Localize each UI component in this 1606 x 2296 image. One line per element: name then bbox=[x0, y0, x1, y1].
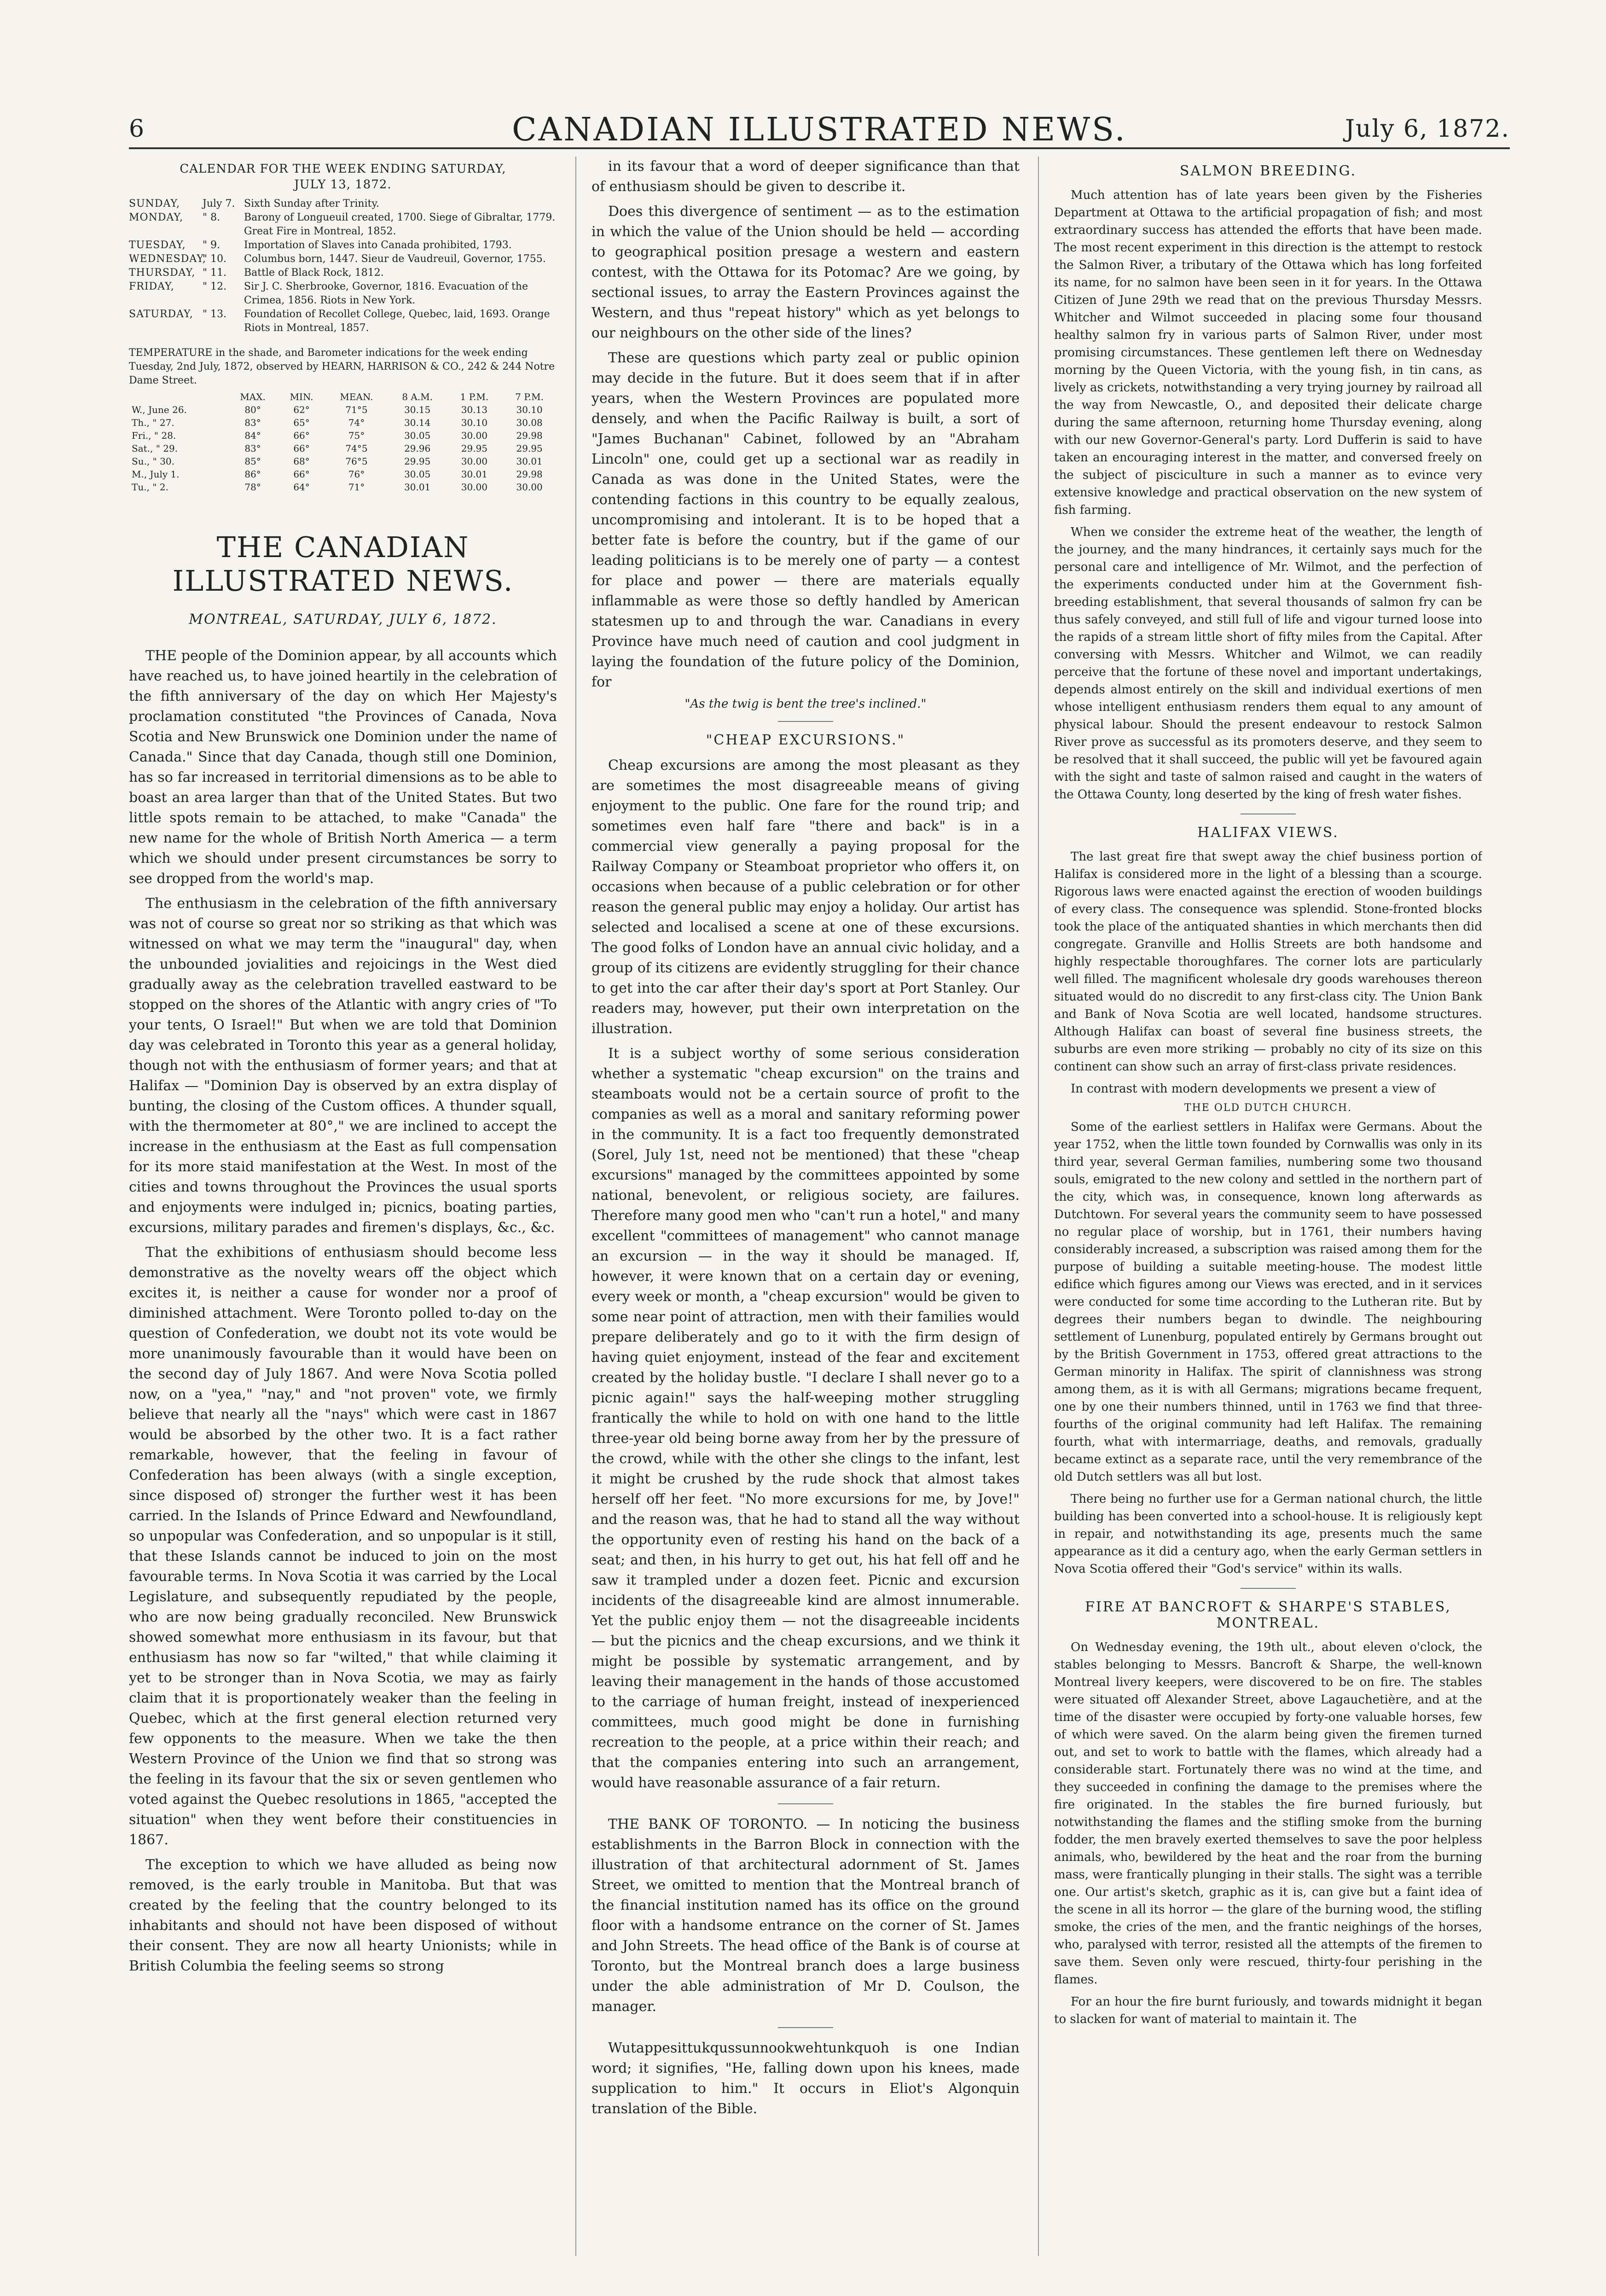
temperature-row bbox=[129, 455, 557, 468]
indian-word-note: Wutappesittukqussunnookwehtunkquoh is one Indian word; it signifies, "He, falling down upon his knees, made supplication to him." It occurs in Eliot's Algonquin translation of the Bible. bbox=[591, 2040, 1020, 2117]
temperature-header: MAX. bbox=[240, 391, 266, 402]
article-paragraph: Some of the earliest settlers in Halifax were Germans. About the year 1752, when the little town founded by Cornwallis was only in its third year, several German families, numbering some two thousand souls, emigrated to the new colony and settled in the northern part of the city, which was, in consequence, known long afterwards as Dutchtown. For several years the community seem to have possessed no regular place of worship, but in 1761, their numbers having considerably increased, a subscription was raised among them for the purpose of building a suitable meeting-house. The modest little edifice which figures among our Views was erected, and in it services were conducted for some time according to the Lutheran rite. But by degrees their numbers began to dwindle. The neighbouring settlement of Lunenburg, populated entirely by Germans brought out by the British Government in 1753, offered great attractions to the German minority in Halifax. The spirit of clannishness was strong among them, as it is with all Germans; migrations became frequent, one by one their numbers thinned, until in 1763 we find that three-fourths of the original community had left Halifax. The remaining fourth, what with intermarriage, deaths, and removals, gradually became extinct as a separate race, until the very remembrance of the old Dutch settlers was all but lost. bbox=[1054, 1120, 1482, 1484]
temperature-cell: Su., " 30. bbox=[132, 456, 175, 467]
temperature-row bbox=[129, 468, 557, 481]
calendar-date: " 12. bbox=[203, 281, 227, 292]
temperature-row bbox=[129, 429, 557, 442]
article-paragraph: On Wednesday evening, the 19th ult., about eleven o'clock, the stables belonging to Messrs. Bancroft & Sharpe, the well-known Montreal livery keepers, were discovered to be on fire. The stables were situated off Alexander Street, above Lagauchetière, and at the time of the disaster were occupied by forty-one valuable horses, few of which were saved. On the alarm being given the firemen turned out, and set to work to battle with the flames, which already had a considerable start. Fortunately there was no wind at the time, and they succeeded in confining the damage to the premises where the fire originated. In the stables the fire burned furiously, but notwithstanding the flames and the stifling smoke from the burning fodder, the men bravely exerted themselves to save the poor helpless animals, who, bewildered by the heat and the roar from the burning mass, were frantically plunging in their stalls. The sight was a terrible one. Our artist's sketch, graphic as it is, can give but a faint idea of the scene in all its horror — the glare of the burning wood, the stifling smoke, the cries of the men, and the frantic neighings of the horses, who, paralysed with terror, resisted all the attempts of the firemen to save them. Seven only were rescued, thirty-four perishing in the flames. bbox=[1054, 1640, 1482, 1987]
calendar-day: MONDAY, bbox=[129, 212, 184, 223]
temperature-cell: 62° bbox=[293, 404, 310, 415]
temperature-cell: 66° bbox=[293, 430, 310, 441]
calendar-row bbox=[129, 238, 557, 252]
calendar-row bbox=[129, 211, 557, 238]
temperature-row bbox=[129, 403, 557, 416]
temperature-header: MIN. bbox=[290, 391, 313, 402]
calendar-day: FRIDAY, bbox=[129, 281, 174, 292]
temperature-cell: 83° bbox=[244, 417, 261, 428]
article-paragraph: THE people of the Dominion appear, by all accounts which have reached us, to have joined heartily in the celebration of the fifth anniversary of the day on which Her Majesty's proclamation constituted "the Provinces of Canada, Nova Scotia and New Brunswick one Dominion under the name of Canada." Since that day Canada, though still one Dominion, has so far increased in territorial dimensions as to be able to boast an area larger than that of the United States. But two little spots remain to be attached, to make "Canada" the new name for the whole of British North America — a term which we should under present circumstances be sorry to see dropped from the world's map. bbox=[129, 648, 557, 887]
calendar-title bbox=[129, 161, 557, 192]
section-divider bbox=[778, 1803, 833, 1804]
article-paragraph: There being no further use for a German national church, the little building has been converted into a school-house. It is religiously kept in repair, and notwithstanding its age, presents much the same appearance as it did a century ago, when the early German settlers in Nova Scotia offered their "God's service" within its walls. bbox=[1054, 1492, 1482, 1576]
newspaper-title: THE CANADIAN ILLUSTRATED NEWS. bbox=[172, 530, 514, 598]
calendar-event: Barony of Longueuil created, 1700. Siege of Gibraltar, 1779. Great Fire in Montreal, 1852. bbox=[244, 212, 556, 237]
temperature-cell: 64° bbox=[293, 482, 310, 493]
article-paragraph: Cheap excursions are among the most pleasant as they are sometimes the most disagreeable means of giving enjoyment to the public. One fare for the round trip; and sometimes even half fare "there and back" is in a commercial view generally a paying proposal for the Railway Company or Steamboat proprietor who offers it, on occasions when because of a public celebration or for other reason the general public may enjoy a holiday. Our artist has selected and localised a scene at one of these excursions. The good folks of London have an annual civic holiday, and a group of its citizens are evidently struggling for their chance to get into the car after their day's sport at Port Stanley. Our readers may, however, put their own interpretation on the illustration. bbox=[591, 757, 1020, 1037]
calendar-row bbox=[129, 252, 557, 266]
article-paragraph: The last great fire that swept away the chief business portion of Halifax is considered more in the light of a blessing than a scourge. Rigorous laws were enacted against the erection of wooden buildings of every class. The consequence was splendid. Stone-fronted blocks took the place of the antiquated shanties in which merchants then did congregate. Granville and Hollis Streets are both handsome and highly respectable thoroughfares. The corner lots are particularly well filled. The magnificent wholesale dry goods warehouses thereon situated would do no discredit to any first-class city. The Union Bank and Bank of Nova Scotia are well located, handsome structures. Although Halifax can boast of several fine business streets, the suburbs are even more striking — probably no city of its size on this continent can show such an array of first-class private residences. bbox=[1054, 850, 1482, 1074]
page-number: 6 bbox=[129, 115, 145, 143]
temperature-cell: 30.05 bbox=[404, 469, 431, 480]
temperature-cell: 76° bbox=[348, 469, 365, 480]
temperature-cell: 30.00 bbox=[461, 430, 488, 441]
section-heading: "CHEAP EXCURSIONS." bbox=[706, 732, 905, 748]
column-right bbox=[1054, 157, 1482, 2256]
temperature-cell: 30.10 bbox=[516, 404, 543, 415]
section-divider bbox=[778, 2027, 833, 2028]
calendar-row bbox=[129, 197, 557, 211]
temperature-cell: 66° bbox=[293, 469, 310, 480]
temperature-cell: 29.98 bbox=[516, 430, 543, 441]
article-paragraph: Does this divergence of sentiment — as to the estimation in which the value of the Union should be held — according to geographical position presage a western and eastern contest, with the Ottawa for its Potomac? Are we going, by sectional issues, to array the Eastern Provinces against the Western, and thus "repeat history" which as yet belongs to our neighbours on the other side of the lines? bbox=[591, 203, 1020, 341]
temperature-cell: 30.08 bbox=[516, 417, 543, 428]
section-divider bbox=[778, 721, 833, 722]
temperature-cell: 86° bbox=[244, 469, 261, 480]
calendar-date: " 9. bbox=[203, 239, 220, 251]
article-paragraph: That the exhibitions of enthusiasm should become less demonstrative as the novelty wears off the object which excites it, is neither a cause for wonder nor a proof of diminished attachment. Were Toronto polled to-day on the question of Confederation, we doubt not its vote would be more unanimously favourable than it would have been on the second day of July 1867. And were Nova Scotia polled now, on a "yea," "nay," and "not proven" vote, we firmly believe that nearly all the "nays" which were cast in 1867 would be absorbed by the other two. It is a fact rather remarkable, however, that the feeling in favour of Confederation has been always (with a single exception, since disposed of) stronger the further west it has been carried. In the Islands of Prince Edward and Newfoundland, so unpopular was Confederation, and so unpopular is it still, that these Islands cannot be induced to join on the most favourable terms. In Nova Scotia it was carried by the Local Legislature, and subsequently repudiated by the people, who are now being gradually reconciled. New Brunswick showed somewhat more enthusiasm in its favour, but that enthusiasm has now so far "wilted," that while claiming it yet to be stronger than in Nova Scotia, we may as fairly claim that it is proportionately weaker than the feeling in Quebec, which at the first general election returned very few opponents to the measure. When we take the then Western Province of the Union we find that so strong was the feeling in its favour that the six or seven gentlemen who voted against the Quebec resolutions in 1865, "accepted the situation" when they went before their constituencies in 1867. bbox=[129, 1244, 557, 1848]
section-subheading: THE OLD DUTCH CHURCH. bbox=[1184, 1102, 1352, 1114]
calendar-title-line: JULY 13, 1872. bbox=[294, 178, 392, 192]
temperature-cell: 74° bbox=[348, 417, 365, 428]
temperature-cell: 30.15 bbox=[404, 404, 431, 415]
column-left bbox=[129, 157, 557, 2256]
masthead: CANADIAN ILLUSTRATED NEWS. bbox=[512, 110, 1127, 148]
calendar-day: SUNDAY, bbox=[129, 198, 180, 209]
column-middle bbox=[591, 157, 1020, 2256]
article-paragraph: These are questions which party zeal or public opinion may decide in the future. But it does seem that if in after years, when the Western Provinces are populated more densely, and when the Pacific Railway is built, a sort of "James Buchanan" Cabinet, followed by an "Abraham Lincoln" one, could get up a sectional war as readily in Canada as was done in the United States, were the contending factions in this country to be equally zealous, uncompromising and intolerant. It is to be hoped that a better fate is before the country, but if the game of our leading politicians is to be merely one of party — a contest for place and power — there are materials equally inflammable as were those so deftly handled by American statesmen up to and through the war. Canadians in every Province have much need of caution and cool judgment in laying the foundation of the future policy of the Dominion, for bbox=[591, 350, 1020, 690]
calendar-event: Sixth Sunday after Trinity. bbox=[244, 198, 379, 209]
temperature-cell: 30.00 bbox=[461, 456, 488, 467]
temperature-cell: Fri., " 28. bbox=[132, 430, 176, 441]
temperature-cell: 74°5 bbox=[345, 443, 368, 454]
pull-quote: "As the twig is bent the tree's inclined." bbox=[684, 697, 927, 711]
temperature-cell: 85° bbox=[244, 456, 261, 467]
column-rule bbox=[575, 157, 576, 2256]
calendar-day: THURSDAY, bbox=[129, 267, 196, 279]
temperature-row bbox=[129, 416, 557, 429]
calendar-row bbox=[129, 266, 557, 280]
temperature-header: 8 A.M. bbox=[402, 391, 433, 402]
calendar-day: SATURDAY, bbox=[129, 308, 193, 320]
temperature-row bbox=[129, 442, 557, 455]
calendar-event: Battle of Black Rock, 1812. bbox=[244, 267, 384, 279]
temperature-table bbox=[129, 390, 557, 494]
column-rule bbox=[1038, 157, 1039, 2256]
temperature-cell: 30.10 bbox=[461, 417, 488, 428]
temperature-cell: 30.13 bbox=[461, 404, 488, 415]
bank-note: THE BANK OF TORONTO. — In noticing the business establishments in the Barron Block in connection with the illustration of that architectural adornment of St. James Street, we omitted to mention that the Montreal branch of the financial institution named has its office on the ground floor with a handsome entrance on the corner of St. James and John Streets. The head office of the Bank is of course at Toronto, but the Montreal branch does a large business under the able administration of Mr D. Coulson, the manager. bbox=[591, 1816, 1020, 2015]
temperature-cell: Sat., " 29. bbox=[132, 443, 178, 454]
temperature-cell: Th., " 27. bbox=[132, 417, 174, 428]
section-heading-line: FIRE AT BANCROFT & SHARPE'S STABLES, bbox=[1085, 1599, 1451, 1615]
calendar-row bbox=[129, 280, 557, 308]
temperature-header: 7 P.M. bbox=[515, 391, 544, 402]
section-heading-line: MONTREAL. bbox=[1216, 1615, 1320, 1631]
calendar-day: WEDNESDAY, bbox=[129, 253, 207, 265]
issue-date: July 6, 1872. bbox=[1345, 115, 1510, 143]
section-heading bbox=[1054, 1599, 1482, 1631]
calendar-date: July 7. bbox=[203, 198, 235, 209]
calendar-date: " 11. bbox=[203, 267, 227, 279]
temperature-header bbox=[129, 390, 227, 403]
calendar-list bbox=[129, 197, 557, 335]
temperature-cell: 29.95 bbox=[461, 443, 488, 454]
calendar-event: Columbus born, 1447. Sieur de Vaudreuil, Governor, 1755. bbox=[244, 253, 546, 265]
temperature-cell: 66° bbox=[293, 443, 310, 454]
calendar-event: Foundation of Recollet College, Quebec, laid, 1693. Orange Riots in Montreal, 1857. bbox=[244, 308, 550, 334]
temperature-cell: 83° bbox=[244, 443, 261, 454]
temperature-cell: 29.95 bbox=[516, 443, 543, 454]
section-heading: HALIFAX VIEWS. bbox=[1197, 825, 1339, 841]
temperature-cell: M., July 1. bbox=[132, 469, 180, 480]
section-heading: SALMON BREEDING. bbox=[1179, 163, 1357, 179]
temperature-cell: 30.00 bbox=[516, 482, 543, 493]
temperature-header: 1 P.M. bbox=[460, 391, 489, 402]
temperature-cell: 76°5 bbox=[345, 456, 368, 467]
article-paragraph: The exception to which we have alluded as being now removed, is the early trouble in Manitoba. But that was created by the feeling that the country belonged to its inhabitants and should not have been disposed of without their consent. They are now all hearty Unionists; while in British Columbia the feeling seems so strong bbox=[129, 1857, 557, 1974]
temperature-cell: 71°5 bbox=[345, 404, 368, 415]
temperature-title: TEMPERATURE in the shade, and Barometer indications for the week ending Tuesday, 2nd July, 1872, observed by HEARN, HARRISON & CO., 242 & 244 Notre Dame Street. bbox=[129, 347, 555, 386]
temperature-cell: 84° bbox=[244, 430, 261, 441]
article-paragraph: For an hour the fire burnt furiously, and towards midnight it began to slacken for want of material to maintain it. The bbox=[1054, 1995, 1482, 2026]
newspaper-subtitle: MONTREAL, SATURDAY, JULY 6, 1872. bbox=[189, 611, 497, 628]
temperature-header-row bbox=[129, 390, 557, 403]
calendar-row bbox=[129, 308, 557, 335]
temperature-cell: 71° bbox=[348, 482, 365, 493]
calendar-event: Importation of Slaves into Canada prohibited, 1793. bbox=[244, 239, 512, 251]
temperature-cell: 29.95 bbox=[404, 456, 431, 467]
temperature-cell: 30.14 bbox=[404, 417, 431, 428]
article-paragraph: The enthusiasm in the celebration of the fifth anniversary was not of course so great nor so striking as that which was witnessed on what we may term the "inaugural" day, when the unbounded jovialities and rejoicings in the West died gradually away as the celebration travelled eastward to be stopped on the shores of the Atlantic with angry cries of "To your tents, O Israel!" But when we are told that Dominion day was celebrated in Toronto this year as a general holiday, though not with the enthusiasm of former years; and that at Halifax — "Dominion Day is observed by an extra display of bunting, the closing of the Custom offices. A thunder squall, with the thermometer at 80°," we are inclined to accept the increase in the enthusiasm at the East as full compensation for its more staid manifestation at the West. In most of the cities and towns throughout the Provinces the usual sports and enjoyments were indulged in; picnics, boating parties, excursions, military parades and firemen's displays, &c., &c. bbox=[129, 895, 557, 1236]
temperature-cell: 78° bbox=[244, 482, 261, 493]
temperature-cell: 29.98 bbox=[516, 469, 543, 480]
temperature-cell: 30.01 bbox=[516, 456, 543, 467]
article-paragraph: in its favour that a word of deeper significance than that of enthusiasm should be given to describe it. bbox=[591, 158, 1020, 195]
temperature-cell: Tu., " 2. bbox=[132, 482, 168, 493]
temperature-cell: 30.01 bbox=[404, 482, 431, 493]
calendar-day: TUESDAY, bbox=[129, 239, 186, 251]
calendar-date: " 8. bbox=[203, 212, 220, 223]
temperature-cell: 80° bbox=[244, 404, 261, 415]
temperature-row bbox=[129, 481, 557, 494]
temperature-cell: 75° bbox=[348, 430, 365, 441]
calendar-event: Sir J. C. Sherbrooke, Governor, 1816. Evacuation of the Crimea, 1856. Riots in New York. bbox=[244, 281, 528, 306]
calendar-title-line: CALENDAR FOR THE WEEK ENDING SATURDAY, bbox=[180, 162, 506, 176]
temperature-cell: 29.96 bbox=[404, 443, 431, 454]
calendar-date: " 10. bbox=[203, 253, 227, 265]
page-header bbox=[129, 106, 1510, 149]
calendar-date: " 13. bbox=[203, 308, 227, 320]
article-paragraph: When we consider the extreme heat of the weather, the length of the journey, and the many hindrances, it certainly says much for the personal care and intelligence of Mr. Wilmot, and the perfection of the experiments conducted under him at the Government fish-breeding establishment, that several thousands of salmon fry can be thus safely conveyed, and still full of life and vigour turned loose into the rapids of a stream little short of fifty miles from the Capital. After conversing with Messrs. Whitcher and Wilmot, we can readily perceive that the fortune of these novel and important undertakings, depends almost entirely on the skill and individual exertions of men whose intelligent enthusiasm renders them equal to any amount of physical labour. Should the present endeavour to restock Salmon River prove as successful as its promoters deserve, and they seem to be resolved that it shall succeed, the public will yet be favoured again with the sight and taste of salmon raised and caught in the waters of the Ottawa County, long deserted by the king of fresh water fishes. bbox=[1054, 525, 1482, 802]
article-paragraph: In contrast with modern developments we present a view of bbox=[1071, 1082, 1436, 1096]
temperature-cell: 68° bbox=[293, 456, 310, 467]
article-paragraph: It is a subject worthy of some serious consideration whether a systematic "cheap excursion" on the trains and steamboats would not be a certain source of profit to the companies as well as a moral and sanitary reforming power in the community. It is a fact too frequently demonstrated (Sorel, July 1st, need not be mentioned) that these "cheap excursions" managed by the committees appointed by some national, benevolent, or religious society, are failures. Therefore many good men who "can't run a hotel," and many excellent "committees of management" who cannot manage an excursion — in the way it should be managed. If, however, it were known that on a certain day or evening, every week or month, a "cheap excursion" would be given to some near point of attraction, men with their families would prepare deliberately and go to it with the firm design of having quiet enjoyment, instead of the fear and excitement created by the holiday bustle. "I declare I shall never go to a picnic again!" says the half-weeping mother struggling frantically the while to hold on with one hand to the little three-year old being borne away from her by the pressure of the crowd, while with the other she clings to the infant, lest it might be crushed by the rude shock that almost takes herself off her feet. "No more excursions for me, by Jove!" and the reason was, that he had to stand all the way without the opportunity even of resting his hand on the back of a seat; and then, in his hurry to get out, his hat fell off and he saw it trampled under a dozen feet. Picnic and excursion incidents of the disagreeable kind are almost innumerable. Yet the public enjoy them — not the disagreeable incidents — but the picnics and the cheap excursions, and we think it might be possible by systematic arrangement, and by leaving their management in the hands of those accustomed to the carriage of human freight, instead of inexperienced committees, much good might be done in furnishing recreation to the people, at a price within their reach; and that the companies entering into such an arrangement, would have reasonable assurance of a fair return. bbox=[591, 1046, 1020, 1791]
temperature-cell: 65° bbox=[293, 417, 310, 428]
temperature-header: MEAN. bbox=[340, 391, 373, 402]
article-paragraph: Much attention has of late years been given by the Fisheries Department at Ottawa to the artificial propagation of fish; and most extraordinary success has attended the efforts that have been made. The most recent experiment in this direction is the attempt to restock the Salmon River, a tributary of the Ottawa which has long forfeited its name, for no salmon have been seen in it for years. In the Ottawa Citizen of June 29th we read that on the previous Thursday Messrs. Whitcher and Wilmot succeeded in placing some four thousand healthy salmon fry in various parts of Salmon River, under most promising circumstances. These gentlemen left there on Wednesday morning by the Queen Victoria, with the young fish, in tin cans, as lively as crickets, notwithstanding a very trying journey by railroad all the way from Newcastle, O., and deposited their delicate charge during the same afternoon, returning home Thursday evening, along with our new Governor-General's party. Lord Dufferin is said to have taken an encouraging interest in the matter, and conversed freely on the subject of pisciculture in such a manner as to evince very extensive knowledge and practical observation on the new system of fish farming. bbox=[1054, 188, 1482, 517]
temperature-cell: 30.00 bbox=[461, 482, 488, 493]
temperature-cell: W., June 26. bbox=[132, 404, 187, 415]
temperature-cell: 30.01 bbox=[461, 469, 488, 480]
section-divider bbox=[1241, 1588, 1296, 1589]
temperature-cell: 30.05 bbox=[404, 430, 431, 441]
